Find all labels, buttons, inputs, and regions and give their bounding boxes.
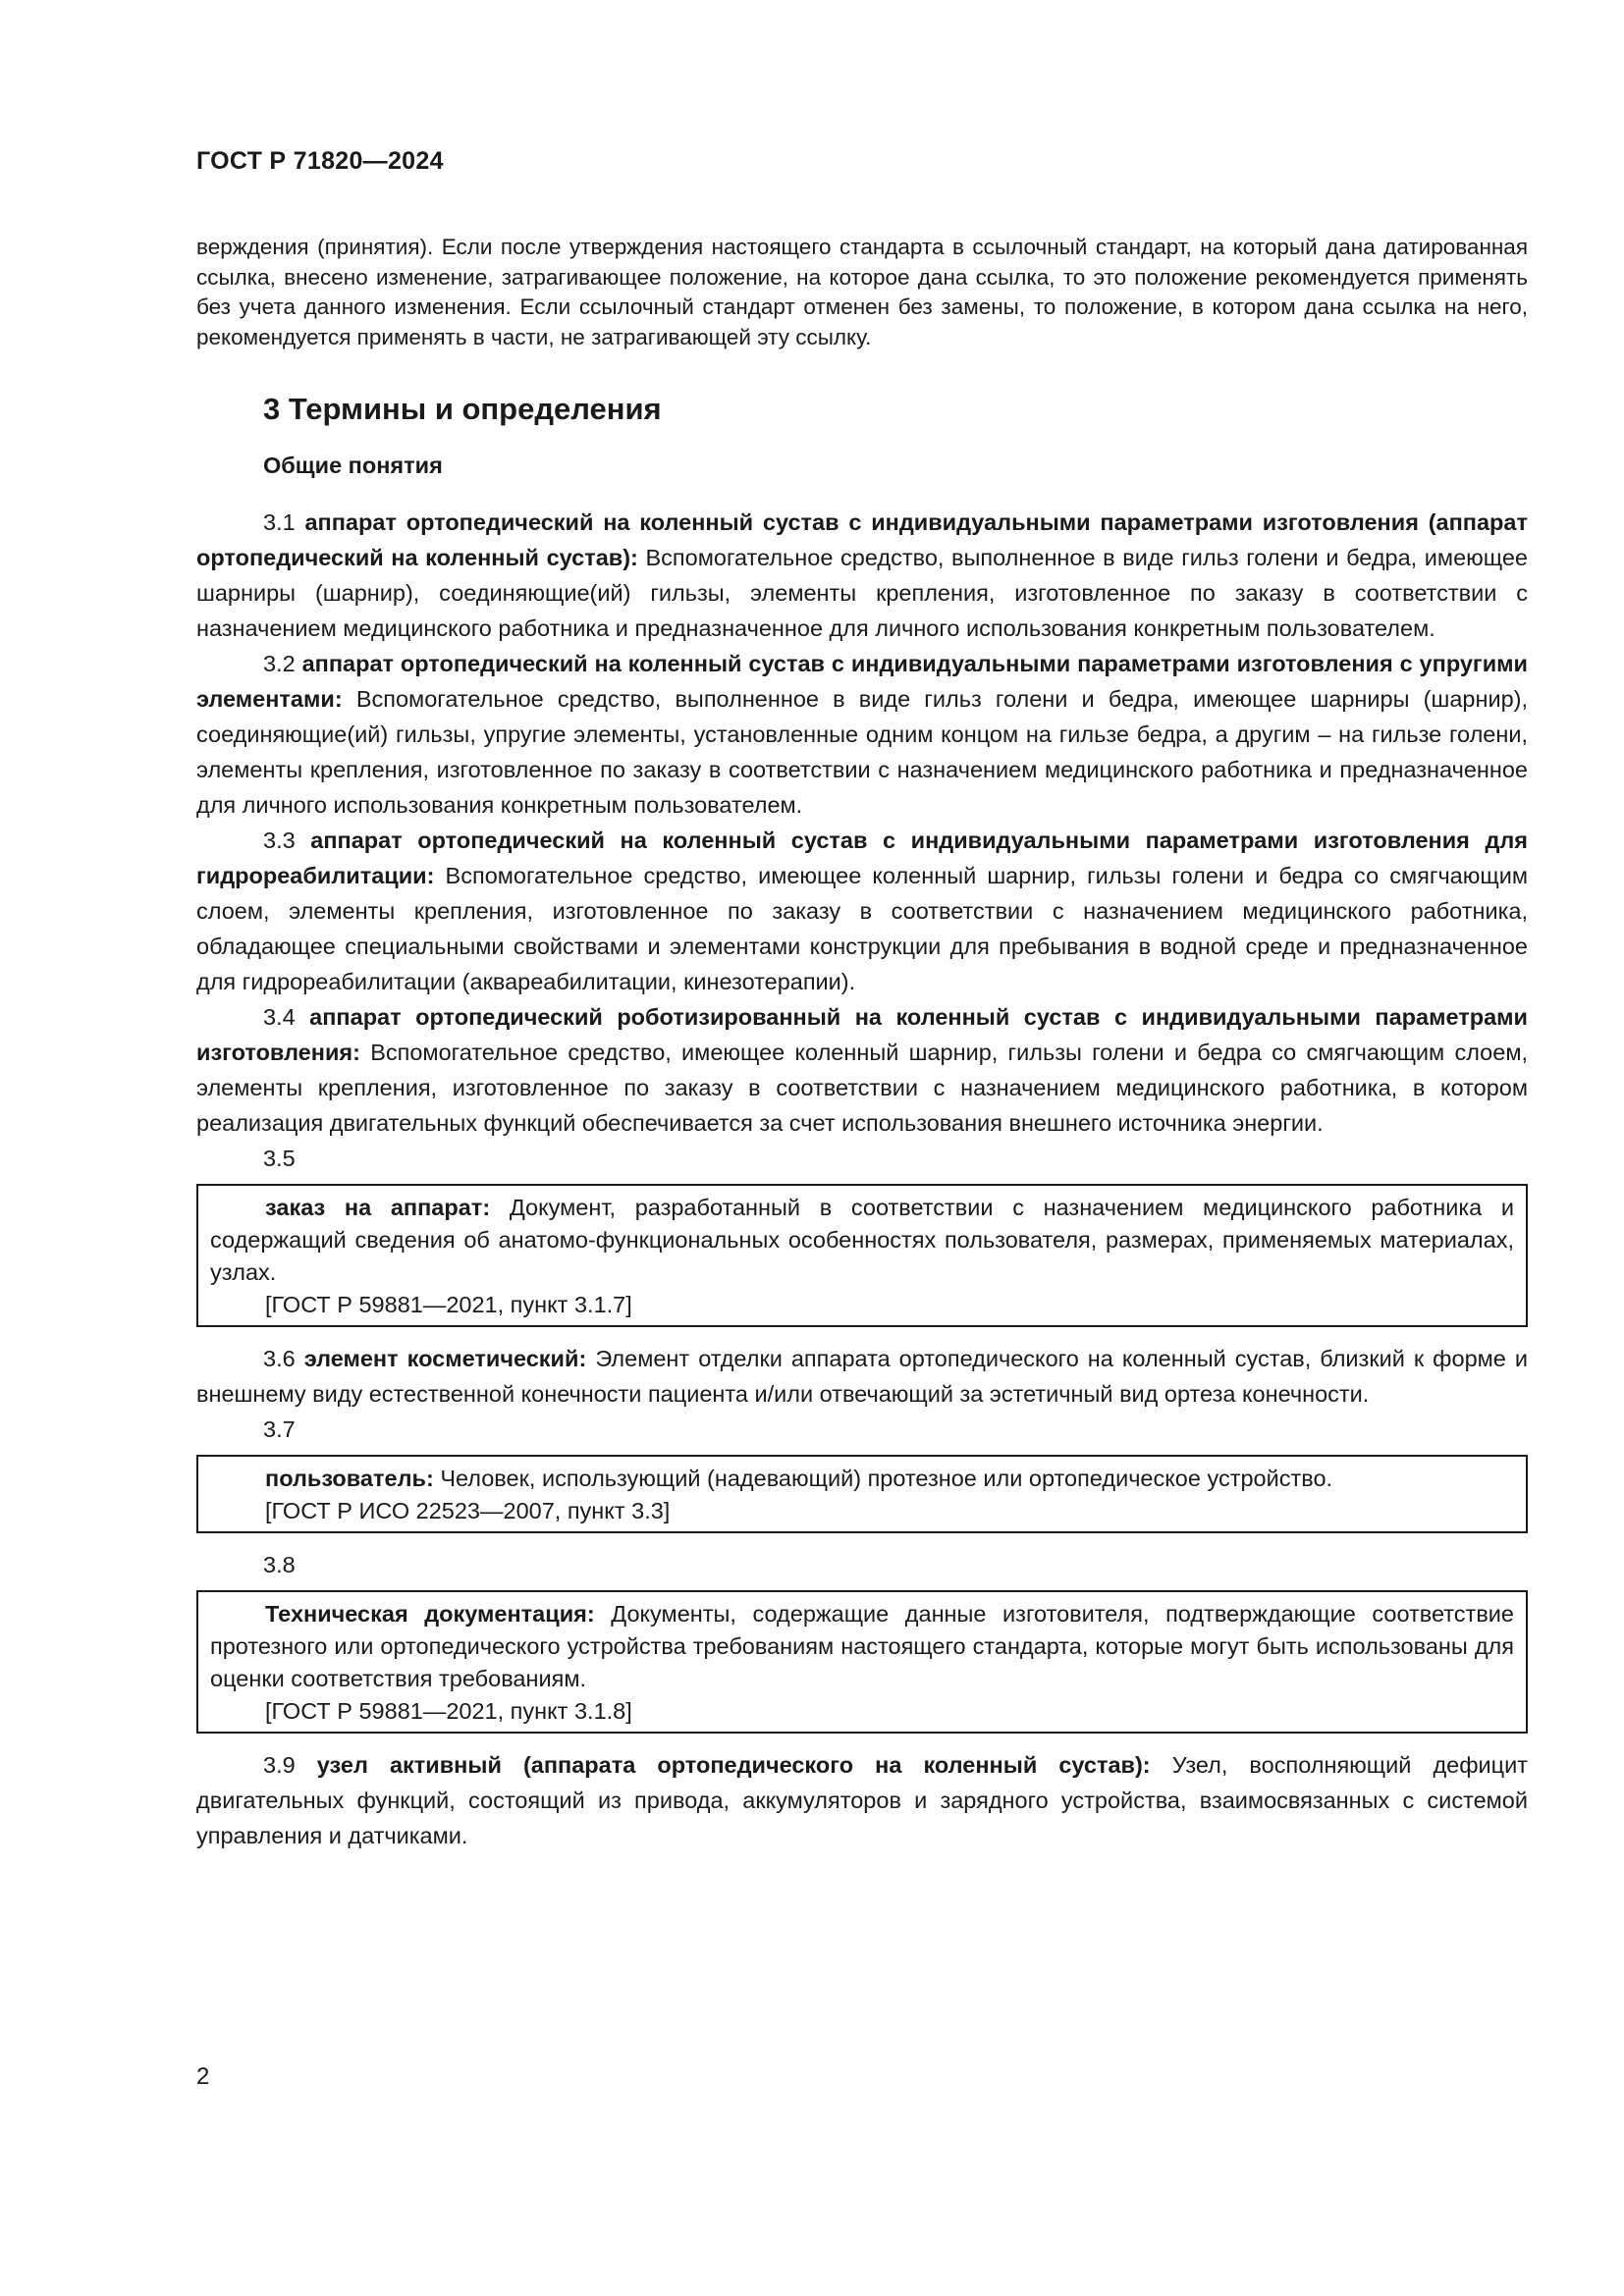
term-3-1	[196, 505, 1528, 646]
term-number: 3.1	[263, 509, 296, 535]
term-3-9	[196, 1747, 1528, 1853]
document-header: ГОСТ Р 71820—2024	[196, 147, 444, 175]
term-3-8-definition	[210, 1598, 1514, 1695]
term-3-7-box	[196, 1455, 1528, 1533]
term-definition: Элемент отделки аппарата ортопедического на коленный сустав, близкий к форме и внешнему виду естественной конечности пациента и/или отвечающий за эстетичный вид ортеза конечности.	[196, 1346, 1529, 1407]
term-3-5-number: 3.5	[263, 1146, 296, 1171]
term-3-7-source: [ГОСТ Р ИСО 22523—2007, пункт 3.3]	[265, 1498, 671, 1523]
term-number: 3.4	[263, 1004, 296, 1030]
section-title: 3 Термины и определения	[263, 392, 662, 426]
term-name: узел активный (аппарата ортопедического на коленный сустав):	[316, 1752, 1151, 1778]
term-name: аппарат ортопедический роботизированный на коленный сустав с индивидуальными параметрами изготовления:	[196, 1004, 1528, 1065]
term-3-3	[196, 823, 1528, 999]
term-name: аппарат ортопедический на коленный сустав с индивидуальными параметрами изготовления с упругими элементами:	[196, 651, 1528, 712]
term-number: 3.3	[263, 828, 296, 853]
term-3-5-definition	[210, 1192, 1514, 1289]
term-3-5-box	[196, 1184, 1528, 1327]
term-name: элемент косметический:	[303, 1346, 587, 1371]
term-definition: Вспомогательное средство, выполненное в виде гильз голени и бедра, имеющее шарниры (шарнир), соединяющие(ий) гильзы, элементы крепления, изготовленное по заказу в соответствии с назначением медицинского работника и предназначенное для личного использования конкретным пользователем.	[196, 545, 1528, 641]
intro-paragraph: верждения (принятия). Если после утверждения настоящего стандарта в ссылочный стандарт, на который дана датированная ссылка, внесено изменение, затрагивающее положение, на которое дана ссылка, то это положение рекомендуется применять без учета данного изменения. Если ссылочный стандарт отменен без замены, то положение, в котором дана ссылка на него, рекомендуется применять в части, не затрагивающей эту ссылку.	[196, 235, 1528, 349]
term-definition: Вспомогательное средство, имеющее коленный шарнир, гильзы голени и бедра со смягчающим слоем, элементы крепления, изготовленное по заказу в соответствии с назначением медицинского работника, в котором реализация двигательных функций обеспечивается за счет использования внешнего источника энергии.	[196, 1040, 1529, 1136]
term-definition: Узел, восполняющий дефицит двигательных функций, состоящий из привода, аккумуляторов и зарядного устройства, взаимосвязанных с системой управления и датчиками.	[196, 1752, 1529, 1848]
term-3-8-box	[196, 1590, 1528, 1734]
term-3-7-number: 3.7	[263, 1416, 296, 1442]
document-page	[196, 147, 1528, 1853]
term-name: заказ на аппарат:	[265, 1195, 491, 1220]
term-name: аппарат ортопедический на коленный сустав с индивидуальными параметрами изготовления (аппарат ортопедический на коленный сустав):	[196, 509, 1528, 570]
term-3-8-source: [ГОСТ Р 59881—2021, пункт 3.1.8]	[265, 1698, 632, 1724]
term-number: 3.9	[263, 1752, 296, 1778]
term-3-7-definition	[210, 1463, 1514, 1495]
term-3-4	[196, 999, 1528, 1141]
term-definition: Вспомогательное средство, имеющее коленный шарнир, гильзы голени и бедра со смягчающим слоем, элементы крепления, изготовленное по заказу в соответствии с назначением медицинского работника, обладающее специальными свойствами и элементами конструкции для пребывания в водной среде и предназначенное для гидрореабилитации (аквареабилитации, кинезотерапии).	[196, 863, 1528, 994]
term-number: 3.6	[263, 1346, 296, 1371]
terms-list	[196, 505, 1528, 1853]
term-name: пользователь:	[265, 1466, 434, 1491]
term-number: 3.2	[263, 651, 296, 676]
term-definition: Вспомогательное средство, выполненное в виде гильз голени и бедра, имеющее шарниры (шарнир), соединяющие(ий) гильзы, упругие элементы, установленные одним концом на гильзе бедра, а другим – на гильзе голени, элементы крепления, изготовленное по заказу в соответствии с назначением медицинского работника и предназначенное для личного использования конкретным пользователем.	[196, 686, 1528, 818]
term-name: Техническая документация:	[265, 1601, 595, 1627]
term-3-8-number: 3.8	[263, 1552, 296, 1577]
term-definition: Документ, разработанный в соответствии с назначением медицинского работника и содержащий сведения об анатомо-функциональных особенностях пользователя, размерах, применяемых материалах, узлах.	[210, 1195, 1515, 1285]
term-name: аппарат ортопедический на коленный сустав с индивидуальными параметрами изготовления для гидрореабилитации:	[196, 828, 1529, 888]
term-definition: Документы, содержащие данные изготовителя, подтверждающие соответствие протезного или ортопедического устройства требованиям настоящего стандарта, которые могут быть использованы для оценки соответствия требованиям.	[210, 1601, 1515, 1691]
term-3-6	[196, 1341, 1528, 1412]
term-3-2	[196, 646, 1528, 823]
page-number: 2	[196, 2063, 210, 2090]
term-3-5-source: [ГОСТ Р 59881—2021, пункт 3.1.7]	[265, 1292, 632, 1317]
section-subtitle: Общие понятия	[263, 453, 443, 478]
term-definition: Человек, использующий (надевающий) протезное или ортопедическое устройство.	[440, 1466, 1333, 1491]
